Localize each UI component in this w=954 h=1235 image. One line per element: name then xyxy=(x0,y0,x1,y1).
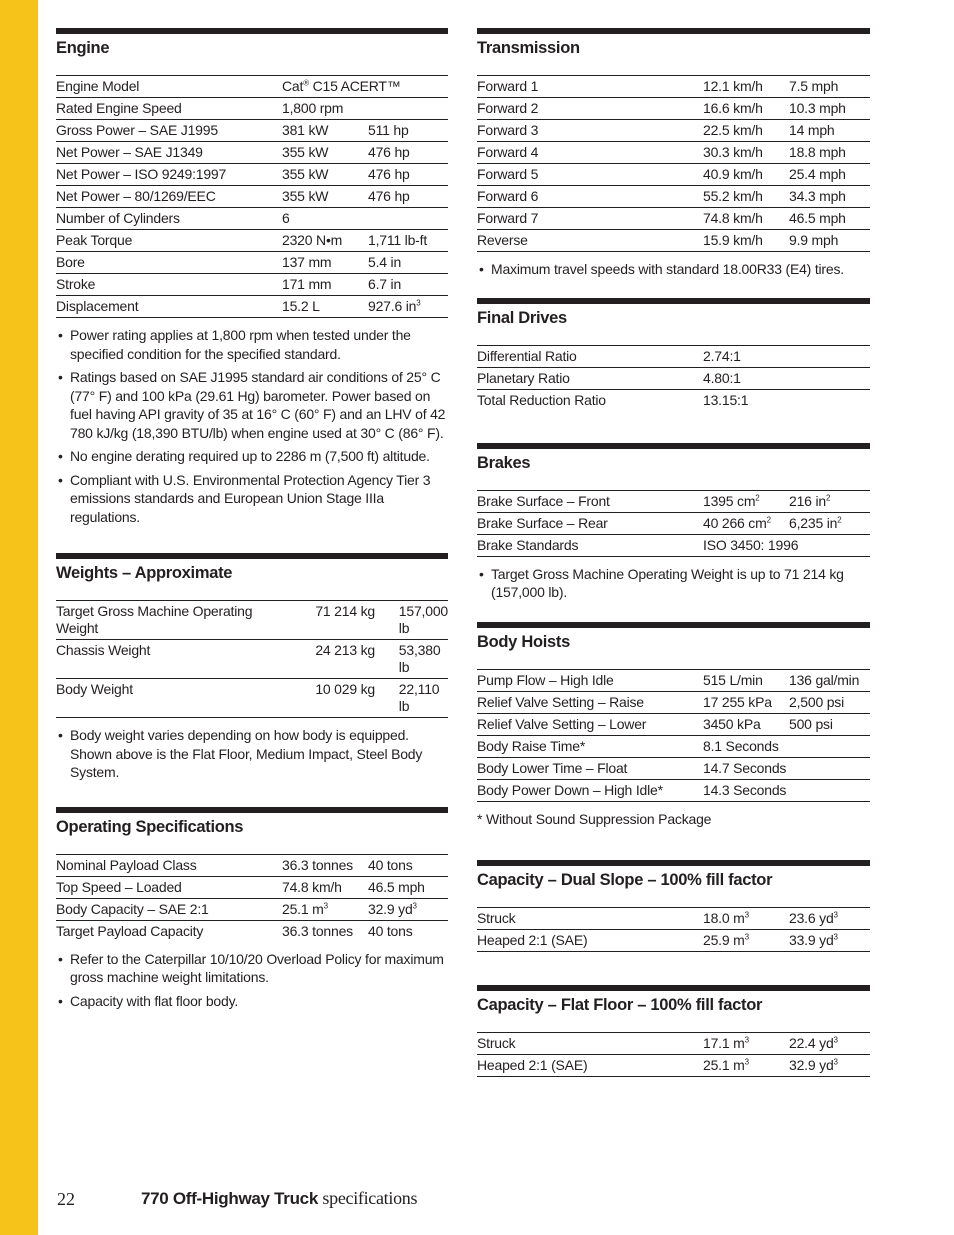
engine-section xyxy=(56,28,448,526)
final-drives-section xyxy=(477,298,870,411)
brakes-notes xyxy=(477,565,870,602)
final-drives-heading: Final Drives xyxy=(477,298,870,345)
table-row: Differential Ratio 2.74:1 xyxy=(477,345,870,367)
operating-heading: Operating Specifications xyxy=(56,807,448,854)
transmission-section xyxy=(477,28,870,279)
capacity-dual-section xyxy=(477,860,870,952)
operating-notes xyxy=(56,950,448,1011)
brakes-section xyxy=(477,443,870,602)
footer-title xyxy=(141,1188,417,1209)
transmission-heading: Transmission xyxy=(477,28,870,75)
engine-notes xyxy=(56,326,448,526)
list-item: • No engine derating required up to 2286 m (7,500 ft) altitude. xyxy=(56,447,448,466)
body-hoists-heading: Body Hoists xyxy=(477,622,870,669)
table-row: Net Power – 80/1269/EEC 355 kW 476 hp xyxy=(56,186,448,208)
body-hoists-footnote: * Without Sound Suppression Package xyxy=(477,810,712,827)
table-row: Struck 18.0 $m^3$ 23.6 $yd^3$ xyxy=(477,907,870,929)
engine-table xyxy=(56,75,448,318)
table-row: Forward 7 74.8 km/h 46.5 mph xyxy=(477,208,870,230)
table-row: Number of Cylinders 6 xyxy=(56,208,448,230)
table-row: Rated Engine Speed 1,800 rpm xyxy=(56,98,448,120)
table-row: Planetary Ratio 4.80:1 xyxy=(477,367,870,389)
capacity-flat-section xyxy=(477,985,870,1077)
table-row: Displacement 15.2 L 927.6 $in^3$ xyxy=(56,296,448,318)
table-row: Stroke 171 mm 6.7 in xyxy=(56,274,448,296)
list-item: • Compliant with U.S. Environmental Protection Agency Tier 3 emissions standards and European Union Stage IIIa regulations. xyxy=(56,471,448,527)
table-row: Top Speed – Loaded 74.8 km/h 46.5 mph xyxy=(56,876,448,898)
table-row: Body Weight 10 029 kg 22,110 lb xyxy=(56,679,448,718)
table-row: Brake Standards ISO 3450: 1996 xyxy=(477,534,870,556)
capacity-flat-table xyxy=(477,1032,870,1077)
engine-heading: Engine xyxy=(56,28,448,75)
table-row: Brake Surface – Front 1395 $cm^2$ 216 $in^2$ xyxy=(477,490,870,512)
table-row: Struck 17.1 $m^3$ 22.4 $yd^3$ xyxy=(477,1032,870,1054)
capacity-dual-heading: Capacity – Dual Slope – 100% fill factor xyxy=(477,860,870,907)
table-row: Engine Model Cat® C15 ACERT™ xyxy=(56,76,448,98)
table-row: Reverse 15.9 km/h 9.9 mph xyxy=(477,230,870,252)
table-row: Pump Flow – High Idle 515 L/min 136 gal/min xyxy=(477,669,870,691)
table-row: Relief Valve Setting – Raise 17 255 kPa 2,500 psi xyxy=(477,691,870,713)
transmission-notes xyxy=(477,260,870,279)
capacity-flat-heading: Capacity – Flat Floor – 100% fill factor xyxy=(477,985,870,1032)
operating-table xyxy=(56,854,448,942)
table-row: Peak Torque 2320 N•m 1,711 lb-ft xyxy=(56,230,448,252)
weights-section xyxy=(56,553,448,782)
table-row: Net Power – ISO 9249:1997 355 kW 476 hp xyxy=(56,164,448,186)
page-number: 22 xyxy=(57,1189,75,1209)
table-row: Target Gross Machine Operating Weight 71 214 kg 157,000 lb xyxy=(56,601,448,640)
table-row: Heaped 2:1 (SAE) 25.9 $m^3$ 33.9 $yd^3$ xyxy=(477,929,870,951)
final-drives-table xyxy=(477,345,870,411)
footer-suffix: specifications xyxy=(322,1188,418,1208)
table-row: Body Power Down – High Idle* 14.3 Seconds xyxy=(477,779,870,801)
table-row: Net Power – SAE J1349 355 kW 476 hp xyxy=(56,142,448,164)
table-row: Forward 3 22.5 km/h 14 mph xyxy=(477,120,870,142)
table-row: Body Raise Time* 8.1 Seconds xyxy=(477,735,870,757)
table-row: Forward 4 30.3 km/h 18.8 mph xyxy=(477,142,870,164)
table-row: Body Lower Time – Float 14.7 Seconds xyxy=(477,757,870,779)
table-row: Total Reduction Ratio 13.15:1 xyxy=(477,391,749,408)
table-row: Forward 6 55.2 km/h 34.3 mph xyxy=(477,186,870,208)
list-item: • Refer to the Caterpillar 10/10/20 Overload Policy for maximum gross machine weight limitations. xyxy=(56,950,448,987)
table-row: Body Capacity – SAE 2:1 25.1 $m^3$ 32.9 $yd^3$ xyxy=(56,898,448,920)
left-column xyxy=(56,28,448,1015)
list-item: • Body weight varies depending on how body is equipped. Shown above is the Flat Floor, Medium Impact, Steel Body System. xyxy=(56,726,448,782)
list-item: • Ratings based on SAE J1995 standard air conditions of 25° C (77° F) and 100 kPa (29.61 Hg) barometer. Power based on fuel having API gravity of 35 at 16° C (60° F) and an LHV of 42 780 kJ/kg (18,390 BTU/lb) when engine used at 30° C (86° F). xyxy=(56,368,448,442)
table-row: Brake Surface – Rear 40 266 $cm^2$ 6,235 $in^2$ xyxy=(477,512,870,534)
table-row: Chassis Weight 24 213 kg 53,380 lb xyxy=(56,640,448,679)
capacity-dual-table xyxy=(477,907,870,952)
table-row: Target Payload Capacity 36.3 tonnes 40 tons xyxy=(56,922,413,939)
list-item: • Capacity with flat floor body. xyxy=(56,992,448,1011)
yellow-side-bar xyxy=(0,0,38,1235)
footer-product: 770 Off-Highway Truck xyxy=(141,1189,318,1208)
weights-table xyxy=(56,600,448,718)
table-row: Relief Valve Setting – Lower 3450 kPa 500 psi xyxy=(477,713,870,735)
weights-notes xyxy=(56,726,448,782)
weights-heading: Weights – Approximate xyxy=(56,553,448,600)
table-row: Nominal Payload Class 36.3 tonnes 40 tons xyxy=(56,854,448,876)
brakes-heading: Brakes xyxy=(477,443,870,490)
list-item: • Power rating applies at 1,800 rpm when tested under the specified condition for the specified standard. xyxy=(56,326,448,363)
transmission-table xyxy=(477,75,870,252)
table-row: Forward 2 16.6 km/h 10.3 mph xyxy=(477,98,870,120)
table-row: Heaped 2:1 (SAE) 25.1 $m^3$ 32.9 $yd^3$ xyxy=(477,1054,870,1076)
brakes-table xyxy=(477,490,870,557)
list-item: • Maximum travel speeds with standard 18.00R33 (E4) tires. xyxy=(477,260,870,279)
body-hoists-section xyxy=(477,622,870,827)
operating-section xyxy=(56,807,448,1011)
table-row: Forward 1 12.1 km/h 7.5 mph xyxy=(477,76,870,98)
body-hoists-table xyxy=(477,669,870,802)
table-row: Bore 137 mm 5.4 in xyxy=(56,252,448,274)
right-column xyxy=(477,28,870,1077)
list-item: • Target Gross Machine Operating Weight is up to 71 214 kg (157,000 lb). xyxy=(477,565,870,602)
table-row: Gross Power – SAE J1995 381 kW 511 hp xyxy=(56,120,448,142)
table-row: Forward 5 40.9 km/h 25.4 mph xyxy=(477,164,870,186)
